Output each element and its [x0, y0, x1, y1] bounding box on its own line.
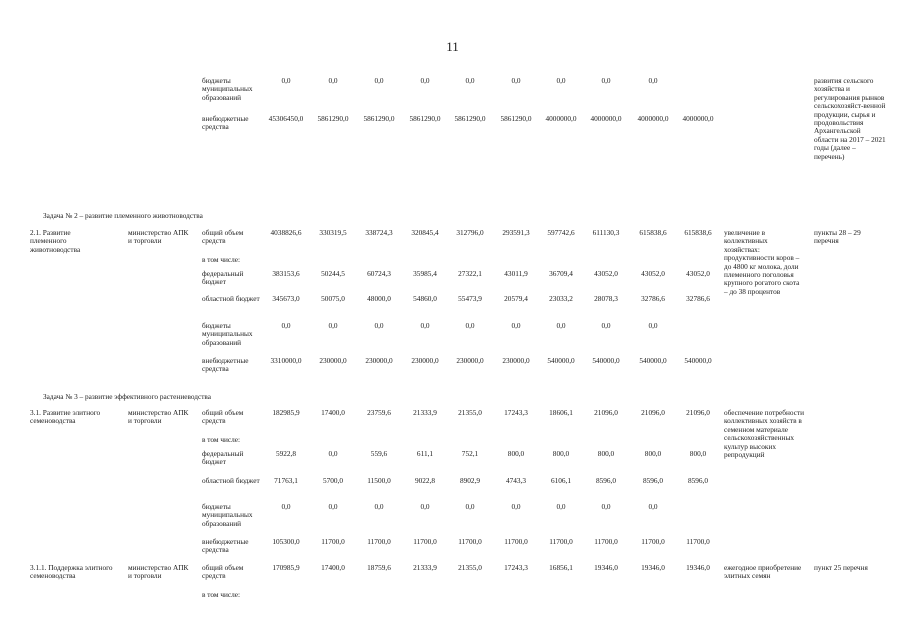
cell-value: 19346,0: [641, 563, 665, 572]
cell-value: 383153,6: [272, 269, 300, 278]
cell-value: 11700,0: [594, 537, 618, 546]
cell-value: 752,1: [461, 449, 479, 458]
cell-value: 17243,3: [504, 563, 528, 572]
cell-value: 0,0: [281, 502, 291, 511]
cell-value: 0,0: [556, 76, 566, 85]
cell-value: 0,0: [465, 321, 475, 330]
cell-value: 5922,8: [275, 449, 297, 458]
cell-value: 8596,0: [595, 476, 617, 485]
cell-value: 11700,0: [686, 537, 710, 546]
cell-value: 4000000,0: [682, 114, 714, 123]
cell-value: 4038826,6: [270, 228, 302, 237]
cell-value: 32786,6: [641, 294, 665, 303]
row-label: в том числе:: [202, 590, 241, 599]
row-label: внебюджетные средства: [202, 356, 249, 374]
cell-value: 0,0: [328, 502, 338, 511]
cell-value: 800,0: [597, 449, 615, 458]
cell-value: 0,0: [601, 502, 611, 511]
cell-value: 11700,0: [367, 537, 391, 546]
cell-value: 230000,0: [365, 356, 393, 365]
cell-value: 18759,6: [367, 563, 391, 572]
cell-value: 18606,1: [549, 408, 573, 417]
task-heading: Задача № 3 – развитие эффективного растениеводства: [43, 392, 212, 401]
cell-value: 0,0: [648, 76, 658, 85]
cell-value: 0,0: [601, 76, 611, 85]
cell-value: 0,0: [465, 76, 475, 85]
cell-value: 0,0: [374, 76, 384, 85]
cell-value: 320845,4: [411, 228, 439, 237]
cell-value: 611130,3: [592, 228, 620, 237]
cell-value: 50244,5: [321, 269, 345, 278]
cell-value: 611,1: [416, 449, 434, 458]
cell-value: 800,0: [644, 449, 662, 458]
cell-value: 615838,6: [684, 228, 712, 237]
cell-value: 230000,0: [411, 356, 439, 365]
cell-value: 23033,2: [549, 294, 573, 303]
cell-value: 540000,0: [547, 356, 575, 365]
reference: пункт 25 перечня: [814, 563, 868, 572]
cell-value: 5861290,0: [500, 114, 532, 123]
cell-value: 345673,0: [272, 294, 300, 303]
row-label: в том числе:: [202, 255, 241, 264]
cell-value: 11700,0: [641, 537, 665, 546]
cell-value: 800,0: [689, 449, 707, 458]
cell-value: 11700,0: [321, 537, 345, 546]
cell-value: 3310000,0: [270, 356, 302, 365]
cell-value: 9022,8: [414, 476, 436, 485]
cell-value: 11700,0: [504, 537, 528, 546]
cell-value: 11700,0: [549, 537, 573, 546]
task-heading: Задача № 2 – развитие племенного животноводства: [43, 211, 203, 220]
cell-value: 0,0: [374, 321, 384, 330]
cell-value: 17243,3: [504, 408, 528, 417]
row-label: общий объем средств: [202, 563, 244, 581]
cell-value: 540000,0: [639, 356, 667, 365]
cell-value: 0,0: [648, 321, 658, 330]
row-label: федеральный бюджет: [202, 269, 244, 287]
cell-value: 6106,1: [550, 476, 572, 485]
row-label: бюджеты муниципальных образований: [202, 502, 253, 528]
cell-value: 32786,6: [686, 294, 710, 303]
cell-value: 0,0: [420, 502, 430, 511]
cell-value: 4000000,0: [545, 114, 577, 123]
row-label: внебюджетные средства: [202, 537, 249, 555]
cell-value: 230000,0: [502, 356, 530, 365]
row-label: в том числе:: [202, 435, 241, 444]
cell-value: 0,0: [648, 502, 658, 511]
cell-value: 35985,4: [413, 269, 437, 278]
cell-value: 0,0: [556, 321, 566, 330]
cell-value: 21096,0: [641, 408, 665, 417]
cell-value: 5700,0: [322, 476, 344, 485]
row-label: внебюджетные средства: [202, 114, 249, 132]
cell-value: 4743,3: [505, 476, 527, 485]
cell-value: 0,0: [374, 502, 384, 511]
cell-value: 5861290,0: [409, 114, 441, 123]
cell-value: 170985,9: [272, 563, 300, 572]
executor: министерство АПК и торговли: [128, 408, 189, 426]
cell-value: 36709,4: [549, 269, 573, 278]
cell-value: 54860,0: [413, 294, 437, 303]
cell-value: 312796,0: [456, 228, 484, 237]
cell-value: 71763,1: [274, 476, 298, 485]
cell-value: 559,6: [370, 449, 388, 458]
cell-value: 19346,0: [686, 563, 710, 572]
cell-value: 20579,4: [504, 294, 528, 303]
cell-value: 23759,6: [367, 408, 391, 417]
cell-value: 105300,0: [272, 537, 300, 546]
cell-value: 21333,9: [413, 563, 437, 572]
row-label: бюджеты муниципальных образований: [202, 321, 253, 347]
cell-value: 17400,0: [321, 408, 345, 417]
result-text: ежегодное приобретение элитных семян: [724, 563, 802, 581]
cell-value: 0,0: [328, 321, 338, 330]
cell-value: 0,0: [420, 76, 430, 85]
cell-value: 19346,0: [594, 563, 618, 572]
cell-value: 0,0: [420, 321, 430, 330]
cell-value: 0,0: [281, 321, 291, 330]
cell-value: 45306450,0: [268, 114, 304, 123]
reference: пункты 28 – 29 перечня: [814, 228, 861, 246]
cell-value: 0,0: [511, 76, 521, 85]
item-name: 3.1. Развитие элитного семеноводства: [30, 408, 101, 426]
cell-value: 230000,0: [319, 356, 347, 365]
cell-value: 540000,0: [592, 356, 620, 365]
cell-value: 597742,6: [547, 228, 575, 237]
cell-value: 11500,0: [367, 476, 391, 485]
cell-value: 43052,0: [686, 269, 710, 278]
cell-value: 55473,9: [458, 294, 482, 303]
cell-value: 4000000,0: [590, 114, 622, 123]
cell-value: 11700,0: [458, 537, 482, 546]
cell-value: 21355,0: [458, 408, 482, 417]
executor: министерство АПК и торговли: [128, 228, 189, 246]
cell-value: 43052,0: [641, 269, 665, 278]
cell-value: 5861290,0: [363, 114, 395, 123]
cell-value: 800,0: [507, 449, 525, 458]
cell-value: 0,0: [328, 76, 338, 85]
cell-value: 800,0: [552, 449, 570, 458]
cell-value: 5861290,0: [454, 114, 486, 123]
item-name: 3.1.1. Поддержка элитного семеноводства: [30, 563, 113, 581]
cell-value: 615838,6: [639, 228, 667, 237]
cell-value: 60724,3: [367, 269, 391, 278]
cell-value: 48000,0: [367, 294, 391, 303]
cell-value: 330319,5: [319, 228, 347, 237]
executor: министерство АПК и торговли: [128, 563, 189, 581]
result-text: обеспечение потребности коллективных хозяйств в семенном материале сельскохозяйственных культур высоких репродукций: [724, 408, 805, 460]
cell-value: 230000,0: [456, 356, 484, 365]
cell-value: 0,0: [328, 449, 338, 458]
cell-value: 43011,9: [504, 269, 528, 278]
cell-value: 8596,0: [642, 476, 664, 485]
cell-value: 28078,3: [594, 294, 618, 303]
row-label: общий объем средств: [202, 408, 244, 426]
cell-value: 182985,9: [272, 408, 300, 417]
cell-value: 43052,0: [594, 269, 618, 278]
cell-value: 293591,3: [502, 228, 530, 237]
cell-value: 8902,9: [459, 476, 481, 485]
cell-value: 0,0: [511, 321, 521, 330]
cell-value: 50075,0: [321, 294, 345, 303]
cell-value: 5861290,0: [317, 114, 349, 123]
cell-value: 0,0: [556, 502, 566, 511]
cell-value: 4000000,0: [637, 114, 669, 123]
cell-value: 17400,0: [321, 563, 345, 572]
item-name: 2.1. Развитие племенного животноводства: [30, 228, 81, 254]
row-label: общий объем средств: [202, 228, 244, 246]
cell-value: 0,0: [281, 76, 291, 85]
cell-value: 21355,0: [458, 563, 482, 572]
cell-value: 21096,0: [594, 408, 618, 417]
cell-value: 0,0: [601, 321, 611, 330]
cell-value: 21333,9: [413, 408, 437, 417]
row-label: областной бюджет: [202, 294, 260, 303]
row-label: федеральный бюджет: [202, 449, 244, 467]
far-right-note: развития сельского хозяйства и регулирования рынков сельскохозяйст-венной продукции, сырья и продовольствия Архангельской области на 2017 – 2021 годы (далее – перечень): [814, 76, 886, 161]
cell-value: 11700,0: [413, 537, 437, 546]
cell-value: 540000,0: [684, 356, 712, 365]
cell-value: 27322,1: [458, 269, 482, 278]
page-number: 11: [446, 39, 459, 54]
row-label: областной бюджет: [202, 476, 260, 485]
result-text: увеличение в коллективных хозяйствах: продуктивности коров – до 4800 кг молока, доли племенного поголовья крупного рогатого скота – до 38 процентов: [724, 228, 800, 296]
cell-value: 21096,0: [686, 408, 710, 417]
cell-value: 0,0: [465, 502, 475, 511]
cell-value: 0,0: [511, 502, 521, 511]
cell-value: 16856,1: [549, 563, 573, 572]
row-label: бюджеты муниципальных образований: [202, 76, 253, 102]
cell-value: 338724,3: [365, 228, 393, 237]
cell-value: 8596,0: [687, 476, 709, 485]
